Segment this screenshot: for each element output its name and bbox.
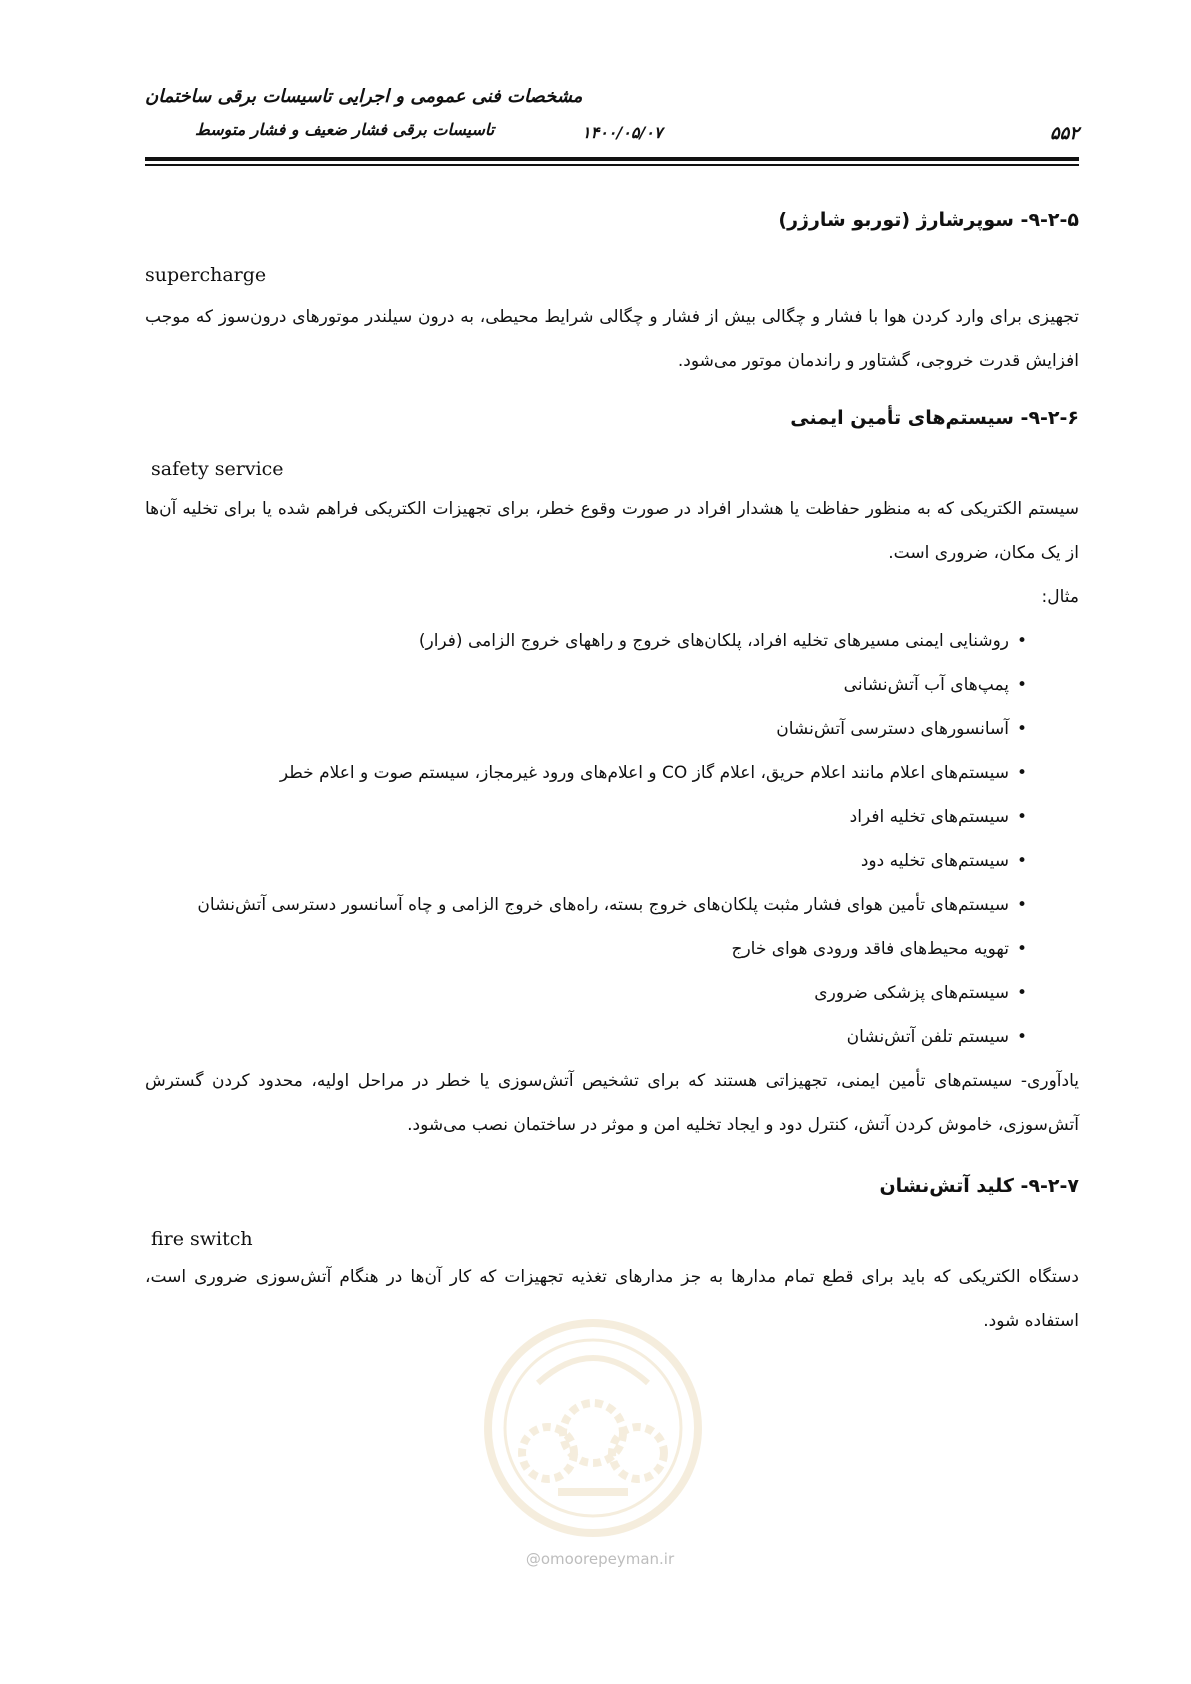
- section-note: یادآوری- سیستم‌های تأمین ایمنی، تجهیزاتی هستند که برای تشخیص آتش‌سوزی یا خطر در مراحل اولیه، محدود کردن گسترش آتش‌سوزی، خاموش کردن آتش، کنترل دود و ایجاد تخلیه امن و موثر در ساختمان نصب می‌شود.: [145, 1071, 1079, 1135]
- section-english-term: supercharge: [145, 264, 267, 286]
- bullet-icon: •: [1016, 851, 1027, 871]
- document-body: [145, 205, 1079, 1343]
- list-item: [145, 795, 1027, 839]
- header-date: ۱۴۰۰/۰۵/۰۷: [582, 123, 663, 142]
- bullet-icon: •: [1016, 719, 1027, 739]
- section-heading: ۹-۲-۶- سیستم‌های تأمین ایمنی: [790, 407, 1079, 429]
- list-item: [145, 707, 1027, 751]
- header-subtitle: تاسیسات برقی فشار ضعیف و فشار متوسط: [195, 120, 495, 139]
- section-paragraph: سیستم الکتریکی که به منظور حفاظت یا هشدار افراد در صورت وقوع خطر، برای تجهیزات الکتریکی فراهم شده یا برای تخلیه آن‌ها از یک مکان، ضروری است.: [145, 499, 1079, 563]
- list-item-text: سیستم‌های تخلیه افراد: [849, 807, 1009, 827]
- list-item: [145, 971, 1027, 1015]
- list-item: [145, 839, 1027, 883]
- bullet-list: [145, 619, 1079, 1059]
- bullet-icon: •: [1016, 895, 1027, 915]
- section-heading: ۹-۲-۵- سوپرشارژ (توربو شارژر): [778, 209, 1079, 231]
- header-rule-thick: [145, 157, 1079, 161]
- bullet-icon: •: [1016, 939, 1027, 959]
- list-item-text: روشنایی ایمنی مسیرهای تخلیه افراد، پلکان‌های خروج و راههای خروج الزامی (فرار): [418, 631, 1009, 651]
- bullet-icon: •: [1016, 675, 1027, 695]
- seal-base: [558, 1488, 628, 1496]
- list-item-text: سیستم تلفن آتش‌نشان: [846, 1027, 1009, 1047]
- list-item-text: پمپ‌های آب آتش‌نشانی: [843, 675, 1009, 695]
- bullet-icon: •: [1016, 763, 1027, 783]
- section-paragraph: مثال:: [1041, 587, 1079, 607]
- list-item: [145, 1015, 1027, 1059]
- list-item-text: آسانسورهای دسترسی آتش‌نشان: [776, 719, 1009, 739]
- header-title: مشخصات فنی عمومی و اجرایی تاسیسات برقی ساختمان: [145, 86, 583, 107]
- list-item: [145, 927, 1027, 971]
- seal-logo-icon: [478, 1313, 708, 1543]
- list-item: [145, 663, 1027, 707]
- list-item: [145, 751, 1027, 795]
- header-rule-thin: [145, 164, 1079, 166]
- list-item-text: سیستم‌های پزشکی ضروری: [814, 983, 1009, 1003]
- section-english-term: fire switch: [151, 1228, 253, 1250]
- bullet-icon: •: [1016, 631, 1027, 651]
- list-item: [145, 883, 1027, 927]
- section-paragraph: دستگاه الکتریکی که باید برای قطع تمام مدارها به جز مدارهای تغذیه تجهیزات که کار آن‌ها در هنگام آتش‌سوزی ضروری است، استفاده شود.: [145, 1267, 1079, 1331]
- section-heading: ۹-۲-۷- کلید آتش‌نشان: [879, 1175, 1079, 1197]
- page-number: ۵۵۲: [1049, 123, 1079, 144]
- list-item-text: سیستم‌های تخلیه دود: [860, 851, 1009, 871]
- watermark-url: @omoorepeyman.ir: [525, 1550, 675, 1568]
- list-item: [145, 619, 1027, 663]
- bullet-icon: •: [1016, 1027, 1027, 1047]
- list-item-text: تهویه محیط‌های فاقد ورودی هوای خارج: [731, 939, 1009, 959]
- bullet-icon: •: [1016, 807, 1027, 827]
- bullet-icon: •: [1016, 983, 1027, 1003]
- list-item-text: سیستم‌های تأمین هوای فشار مثبت پلکان‌های خروج بسته، راه‌های خروج الزامی و چاه آسانسور دسترسی آتش‌نشان: [197, 895, 1009, 915]
- list-item-text: سیستم‌های اعلام مانند اعلام حریق، اعلام گاز CO و اعلام‌های ورود غیرمجاز، سیستم صوت و اعلام خطر: [279, 763, 1009, 783]
- section-paragraph: تجهیزی برای وارد کردن هوا با فشار و چگالی بیش از فشار و چگالی شرایط محیطی، به درون سیلندر موتورهای درون‌سوز که موجب افزایش قدرت خروجی، گشتاور و راندمان موتور می‌شود.: [145, 307, 1079, 371]
- seal-outer-ring: [488, 1323, 698, 1533]
- section-english-term: safety service: [151, 458, 284, 480]
- seal-arc: [538, 1358, 648, 1383]
